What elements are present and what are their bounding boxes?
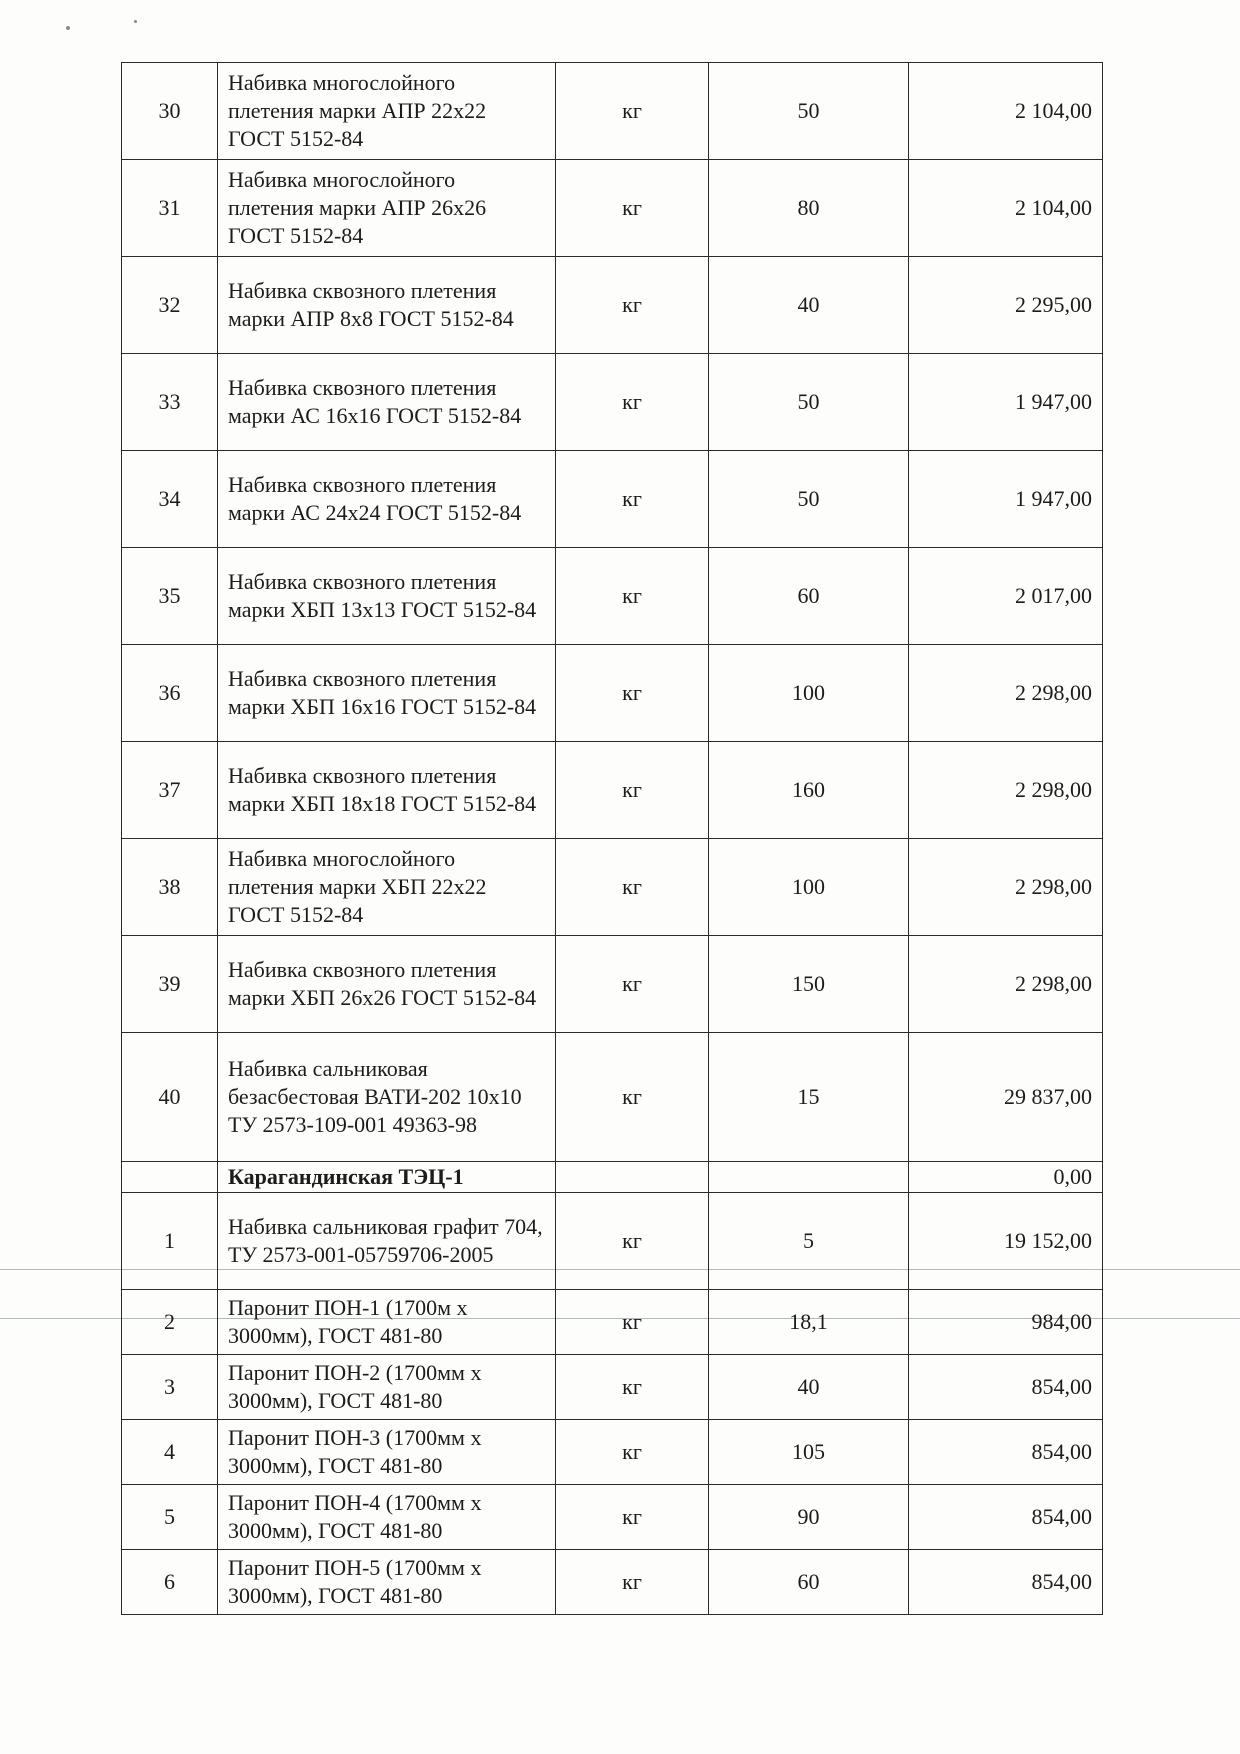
scan-speck xyxy=(66,26,70,30)
table-row xyxy=(122,548,1103,645)
price: 29 837,00 xyxy=(909,1033,1103,1162)
quantity: 160 xyxy=(709,742,909,839)
table-row xyxy=(122,1193,1103,1290)
price: 854,00 xyxy=(909,1485,1103,1550)
table-row xyxy=(122,1290,1103,1355)
quantity: 50 xyxy=(709,451,909,548)
price: 2 104,00 xyxy=(909,63,1103,160)
price: 2 298,00 xyxy=(909,839,1103,936)
row-number: 37 xyxy=(122,742,218,839)
item-name: Паронит ПОН-1 (1700м х 3000мм), ГОСТ 481-80 xyxy=(218,1290,556,1355)
materials-table-body xyxy=(122,63,1103,1615)
quantity: 50 xyxy=(709,63,909,160)
price: 2 298,00 xyxy=(909,742,1103,839)
quantity: 100 xyxy=(709,839,909,936)
table-row xyxy=(122,936,1103,1033)
item-name: Набивка сквозного плетения марки АС 24х24 ГОСТ 5152-84 xyxy=(218,451,556,548)
item-name: Набивка многослойного плетения марки ХБП 22х22 ГОСТ 5152-84 xyxy=(218,839,556,936)
unit: кг xyxy=(556,1355,709,1420)
row-number: 33 xyxy=(122,354,218,451)
price: 854,00 xyxy=(909,1550,1103,1615)
quantity: 80 xyxy=(709,160,909,257)
item-name: Набивка сальниковая графит 704, ТУ 2573-001-05759706-2005 xyxy=(218,1193,556,1290)
quantity: 40 xyxy=(709,1355,909,1420)
unit: кг xyxy=(556,354,709,451)
row-number: 35 xyxy=(122,548,218,645)
price: 2 298,00 xyxy=(909,936,1103,1033)
section-value: 0,00 xyxy=(909,1162,1103,1193)
item-name: Набивка сальниковая безасбестовая ВАТИ-202 10х10 ТУ 2573-109-001 49363-98 xyxy=(218,1033,556,1162)
table-row xyxy=(122,1355,1103,1420)
unit: кг xyxy=(556,936,709,1033)
item-name: Набивка многослойного плетения марки АПР 22х22 ГОСТ 5152-84 xyxy=(218,63,556,160)
table-row xyxy=(122,1550,1103,1615)
quantity: 40 xyxy=(709,257,909,354)
row-number: 39 xyxy=(122,936,218,1033)
row-number: 31 xyxy=(122,160,218,257)
quantity: 150 xyxy=(709,936,909,1033)
row-number: 38 xyxy=(122,839,218,936)
quantity: 50 xyxy=(709,354,909,451)
section-unit-cell xyxy=(556,1162,709,1193)
price: 2 298,00 xyxy=(909,645,1103,742)
row-number: 3 xyxy=(122,1355,218,1420)
table-row xyxy=(122,160,1103,257)
unit: кг xyxy=(556,742,709,839)
quantity: 60 xyxy=(709,1550,909,1615)
unit: кг xyxy=(556,63,709,160)
table-row xyxy=(122,742,1103,839)
section-title: Карагандинская ТЭЦ-1 xyxy=(218,1162,556,1193)
section-qty-cell xyxy=(709,1162,909,1193)
unit: кг xyxy=(556,1485,709,1550)
quantity: 100 xyxy=(709,645,909,742)
unit: кг xyxy=(556,160,709,257)
row-number: 6 xyxy=(122,1550,218,1615)
row-number: 2 xyxy=(122,1290,218,1355)
section-header-row xyxy=(122,1162,1103,1193)
item-name: Паронит ПОН-4 (1700мм х 3000мм), ГОСТ 481-80 xyxy=(218,1485,556,1550)
item-name: Паронит ПОН-5 (1700мм х 3000мм), ГОСТ 481-80 xyxy=(218,1550,556,1615)
row-number: 1 xyxy=(122,1193,218,1290)
unit: кг xyxy=(556,1550,709,1615)
table-row xyxy=(122,839,1103,936)
table-row xyxy=(122,1033,1103,1162)
table-row xyxy=(122,645,1103,742)
row-number: 36 xyxy=(122,645,218,742)
price: 19 152,00 xyxy=(909,1193,1103,1290)
row-number: 32 xyxy=(122,257,218,354)
table-row xyxy=(122,1420,1103,1485)
unit: кг xyxy=(556,839,709,936)
unit: кг xyxy=(556,1420,709,1485)
item-name: Набивка сквозного плетения марки ХБП 26х26 ГОСТ 5152-84 xyxy=(218,936,556,1033)
row-number: 30 xyxy=(122,63,218,160)
row-number: 34 xyxy=(122,451,218,548)
price: 2 017,00 xyxy=(909,548,1103,645)
row-number: 5 xyxy=(122,1485,218,1550)
table-row xyxy=(122,257,1103,354)
item-name: Набивка сквозного плетения марки ХБП 16х16 ГОСТ 5152-84 xyxy=(218,645,556,742)
item-name: Паронит ПОН-2 (1700мм х 3000мм), ГОСТ 481-80 xyxy=(218,1355,556,1420)
unit: кг xyxy=(556,257,709,354)
unit: кг xyxy=(556,1033,709,1162)
unit: кг xyxy=(556,645,709,742)
table-row xyxy=(122,354,1103,451)
section-num-cell xyxy=(122,1162,218,1193)
price: 854,00 xyxy=(909,1420,1103,1485)
price: 2 104,00 xyxy=(909,160,1103,257)
item-name: Набивка сквозного плетения марки ХБП 18х18 ГОСТ 5152-84 xyxy=(218,742,556,839)
unit: кг xyxy=(556,548,709,645)
price: 984,00 xyxy=(909,1290,1103,1355)
row-number: 40 xyxy=(122,1033,218,1162)
item-name: Набивка сквозного плетения марки АПР 8х8 ГОСТ 5152-84 xyxy=(218,257,556,354)
item-name: Набивка сквозного плетения марки АС 16х16 ГОСТ 5152-84 xyxy=(218,354,556,451)
quantity: 90 xyxy=(709,1485,909,1550)
unit: кг xyxy=(556,1193,709,1290)
item-name: Паронит ПОН-3 (1700мм х 3000мм), ГОСТ 481-80 xyxy=(218,1420,556,1485)
quantity: 5 xyxy=(709,1193,909,1290)
unit: кг xyxy=(556,451,709,548)
price: 1 947,00 xyxy=(909,354,1103,451)
quantity: 105 xyxy=(709,1420,909,1485)
price: 2 295,00 xyxy=(909,257,1103,354)
item-name: Набивка многослойного плетения марки АПР 26х26 ГОСТ 5152-84 xyxy=(218,160,556,257)
table-row xyxy=(122,1485,1103,1550)
quantity: 15 xyxy=(709,1033,909,1162)
price: 854,00 xyxy=(909,1355,1103,1420)
scan-speck xyxy=(134,20,137,23)
row-number: 4 xyxy=(122,1420,218,1485)
materials-table xyxy=(121,62,1103,1615)
price: 1 947,00 xyxy=(909,451,1103,548)
table-row xyxy=(122,63,1103,160)
quantity: 60 xyxy=(709,548,909,645)
unit: кг xyxy=(556,1290,709,1355)
table-row xyxy=(122,451,1103,548)
item-name: Набивка сквозного плетения марки ХБП 13х13 ГОСТ 5152-84 xyxy=(218,548,556,645)
quantity: 18,1 xyxy=(709,1290,909,1355)
